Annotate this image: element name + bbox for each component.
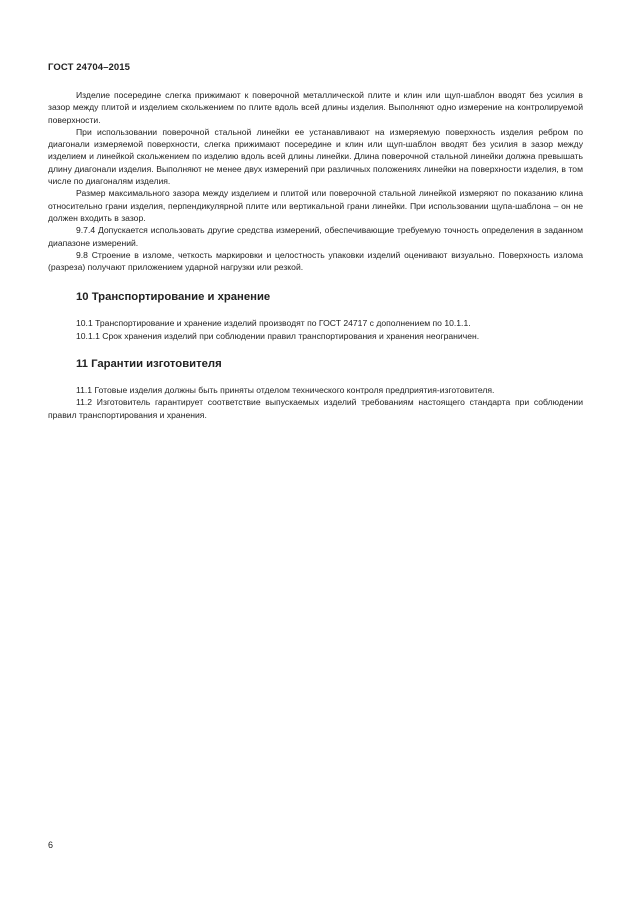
section-title-transport-storage: 10 Транспортирование и хранение xyxy=(76,291,271,304)
paragraph-11-2: 11.2 Изготовитель гарантирует соответствие выпускаемых изделий требованиям настоящего стандарта при соблюдении правил транспортирования и хранения. xyxy=(48,397,583,420)
paragraph-11-1: 11.1 Готовые изделия должны быть приняты отделом технического контроля предприятия-изготовителя. xyxy=(76,385,495,396)
paragraph-9-7-4: 9.7.4 Допускается использовать другие средства измерений, обеспечивающие требуемую точность определения в заданном диапазоне измерений. xyxy=(48,225,583,248)
page-number: 6 xyxy=(48,840,54,850)
section-title-manufacturer-warranty: 11 Гарантии изготовителя xyxy=(76,358,222,371)
paragraph-ruler-measurement: При использовании поверочной стальной линейки ее устанавливают на измеряемую поверхность изделия ребром по диагонали измеряемой поверхности, слегка прижимают посередине и клин или щуп-шаблон вводят без усилия в зазор между изделием и линейкой скольжением по изделию вдоль всей длины линейки. Длина поверочной стальной линейки должна превышать длину диагонали изделия. Выполняют не менее двух измерений при различных положениях линейки на поверхности изделия, в том числе по диагоналям изделия. xyxy=(48,126,583,187)
paragraph-10-1: 10.1 Транспортирование и хранение изделий производят по ГОСТ 24717 с дополнением по 10.1.1. xyxy=(76,318,471,329)
paragraph-max-gap: Размер максимального зазора между изделием и плитой или поверочной стальной линейкой измеряют по показанию клина относительно грани изделия, перпендикулярной плите или вертикальной грани линейки. При использовании щупа-шаблона – он не должен входить в зазор. xyxy=(48,188,583,223)
paragraph-10-1-1: 10.1.1 Срок хранения изделий при соблюдении правил транспортирования и хранения неограничен. xyxy=(76,330,480,341)
paragraph-plate-measurement: Изделие посередине слегка прижимают к поверочной металлической плите и клин или щуп-шаблон вводят без усилия в зазор между плитой и изделием скольжением по плите вдоль всей длины изделия. Выполняют одно измерение на контролируемой поверхности. xyxy=(48,90,583,125)
document-body xyxy=(48,89,583,421)
document-header: ГОСТ 24704–2015 xyxy=(48,62,131,73)
paragraph-9-8: 9.8 Строение в изломе, четкость маркировки и целостность упаковки изделий оценивают визуально. Поверхность излома (разреза) получают приложением ударной нагрузки или резкой. xyxy=(48,249,583,273)
